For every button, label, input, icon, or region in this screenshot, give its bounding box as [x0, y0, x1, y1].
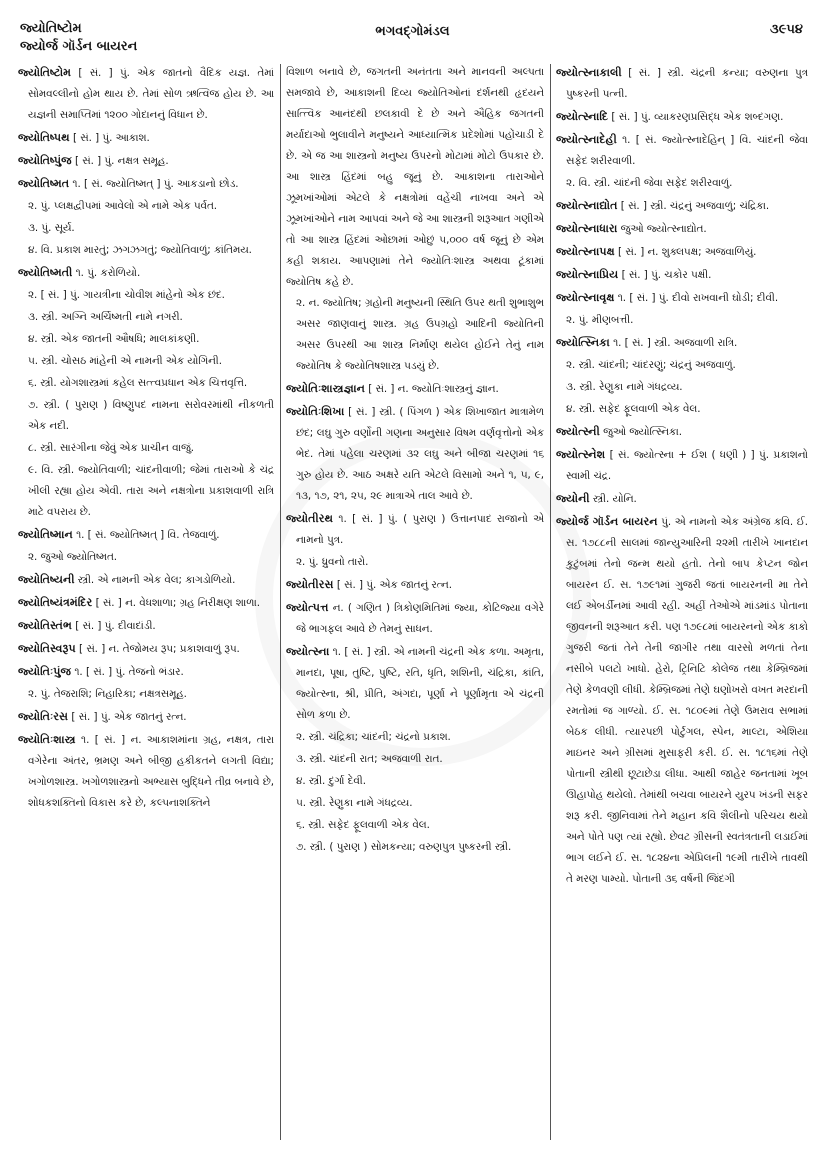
headword: જ્યોતિઃશિખા [286, 405, 345, 418]
headword: જ્યોત્પત્ત [286, 601, 329, 614]
headword: જ્યોત્સ્નાવૃક્ષ [556, 291, 615, 304]
sense-item: ૫. સ્ત્રી. રેણુકા નામે ગંધદ્રવ્ય. [296, 797, 413, 809]
headword: જ્યોત્સ્નાકાલી [556, 66, 622, 79]
sense-item: ૨. વિ. સ્ત્રી. ચાંદની જેવા સફેદ શરીરવાળું. [566, 177, 733, 189]
sense-item: ૨. પું. ધ્રુવનો તારો. [296, 556, 369, 568]
dictionary-entry [556, 332, 808, 354]
headword: જ્યોત્સ્ના [286, 645, 330, 658]
sense-item: ૪. વિ. પ્રકાશ મારતું; ઝગઝગતું; જ્યોતિવાળું; કાંતિમય. [28, 244, 252, 256]
dictionary-entry [18, 150, 274, 172]
dictionary-entry [18, 592, 274, 614]
sense-item: ૫. સ્ત્રી. ચોસઠ માંહેની એ નામની એક યોગિની. [28, 355, 222, 367]
definition: [ સં. ] પું. વ્યાકરણપ્રસિદ્ધ એક શબ્દગણ. [608, 111, 784, 123]
definition: ૧. પું. કરોળિયો. [72, 267, 141, 279]
dictionary-entry [18, 661, 274, 683]
dictionary-entry [556, 511, 808, 890]
headword: જ્યોત્સ્નેશ [556, 448, 606, 461]
dictionary-entry [286, 574, 544, 596]
dictionary-entry [18, 524, 274, 546]
definition: [ સં. ] પું. એક જાતનું રત્ન. [68, 711, 187, 723]
sense-item: ૨. સ્ત્રી. ચંદ્રિકા; ચાંદની; ચંદ્રનો પ્રકાશ. [296, 731, 451, 743]
dictionary-entry [18, 127, 274, 149]
headword: જ્યોત્સ્નાપ્રિય [556, 268, 619, 281]
sense-item: ૬. સ્ત્રી. યોગશાસ્ત્રમાં કહેલ સત્ત્વપ્રધાન એક ચિત્તવૃત્તિ. [28, 377, 248, 389]
sense-item: ૪. સ્ત્રી. એક જાતની ઔષધિ; માલકાંકણી. [28, 333, 200, 345]
headword: જ્યોની [556, 492, 590, 505]
definition: ન. ( ગણિત ) ત્રિકોણમિતિમાં જ્યા, કોટિજ્યા વગેરે જે ભાગફલ આવે છે તેમનું સાધન. [296, 602, 544, 635]
sense-item: ૪. સ્ત્રી. સફેદ ફૂલવાળી એક વેલ. [566, 403, 701, 415]
headword: જ્યોત્સ્નિકા [556, 336, 610, 349]
headword: જ્યોતિષ્મત [18, 177, 70, 190]
definition: [ સં. ] પું. ચકોર પક્ષી. [618, 269, 712, 281]
page-number: ૩૯૫૪ [770, 22, 803, 37]
sense-item: ૨. [ સં. ] પું. ગાયત્રીના ચોવીશ માંહેનો એક છંદ. [28, 289, 225, 301]
sense-item: ૨. પું. તેજરાશિ; નિહારિકા; નક્ષત્રસમૂહ. [28, 688, 187, 700]
definition: ૧. [ સં. જ્યોત્સ્નાદેહિન્ ] વિ. ચાંદની જેવા સફેદ શરીરવાળી. [566, 134, 808, 167]
headword: જ્યોતિઃશાસ્ત્રજ્ઞાન [286, 382, 365, 395]
headword: જ્યોતિષ્પથ [18, 131, 70, 144]
headword: જ્યોતિષ્ટોમ [18, 66, 72, 79]
headword: જ્યોતિષ્યંત્રમંદિર [18, 596, 93, 609]
definition: ૧. [ સં. જ્યોતિષ્મત્ ] વિ. તેજવાળું. [72, 529, 220, 541]
headword: જ્યોતિષ્મતી [18, 266, 73, 279]
headword: જ્યોતિષ્પુંજ [18, 154, 72, 167]
dictionary-entry [556, 106, 808, 128]
headword: જ્યોતીરથ [286, 512, 334, 525]
dictionary-entry [556, 129, 808, 172]
column-right [556, 62, 808, 1142]
sense-item: ૩. સ્ત્રી. ચાંદની રાત; અજવાળી રાત. [296, 753, 443, 765]
dictionary-entry [556, 195, 808, 217]
dictionary-entry [18, 729, 274, 814]
sense-item: ૩. સ્ત્રી. રેણુકા નામે ગંધદ્રવ્ય. [566, 381, 683, 393]
continued-definition: વિશાળ બનાવે છે, જગતની અનંતતા અને માનવની અલ્પતા સમજાવે છે, આકાશની દિવ્ય જ્યોતિઓનાં દર્શનથી હૃદયને સાત્ત્વિક આનંદથી છલકાવી દે છે અને ઐહિક જગતની મર્યાદાઓ ભુલાવીને મનુષ્યને આધ્યાત્મિક પ્રદેશોમાં પહોંચાડી દે છે. એ જ આ શાસ્ત્રનો મનુષ્ય ઉપરનો મોટામાં મોટો ઉપકાર છે. આ શાસ્ત્ર હિંદમાં બહુ જૂનું છે. આકાશના તારાઓને ઝૂમખાંઓમાં એટલે કે નક્ષત્રોમાં વહેંચી નાખવા અને એ ઝૂમખાંઓને નામ આપવાં અને જે આ શાસ્ત્રની શરૂઆત ગણીએ તો આ શાસ્ત્ર હિંદમાં ઓછામાં ઓછું ૫,૦૦૦ વર્ષ જૂનું છે એમ કહી શકાય. આપણામાં તેને જ્યોતિઃશાસ્ત્ર અથવા ટૂંકામાં જ્યોતિષ કહે છે. [286, 66, 544, 288]
headword: જ્યોતિસ્તંભ [18, 619, 72, 632]
headword: જ્યોતિઃશાસ્ત્ર [18, 733, 76, 746]
definition: ૧. [ સં. ] પું. ( પુરાણ ) ઉત્તાનપાદ રાજાનો એ નામનો પુત્ર. [296, 513, 544, 546]
definition: ૧. [ સં. ] સ્ત્રી. એ નામની ચંદ્રની એક કળા. અમૃતા, માનદા, પૂષા, તુષ્ટિ, પુષ્ટિ, રતિ, ધૃતિ, શશિની, ચંદ્રિકા, કાંતિ, જ્યોત્સ્ના, શ્રી, પ્રીતિ, અંગદા, પૂર્ણા ને પૂર્ણામૃતા એ ચંદ્રની સોળ કળા છે. [296, 646, 544, 721]
headword: જ્યોતિઃરસ [18, 710, 69, 723]
definition: [ સં. ] પું. નક્ષત્ર સમૂહ. [71, 155, 169, 167]
headword: જ્યોર્જ ગૉર્ડન બાયરન [556, 515, 658, 528]
headword: જ્યોત્સ્નાદેહી [556, 133, 617, 146]
sense-item: ૬. સ્ત્રી. સફેદ ફૂલવાળી એક વેલ. [296, 819, 430, 831]
sense-item: ૨. જુઓ જ્યોતિષ્મત. [28, 551, 118, 563]
definition: [ સં. જ્યોત્સ્ના + ઈશ ( ધણી ) ] પું. પ્રકાશનો સ્વામી ચંદ્ર. [566, 449, 808, 482]
definition: [ સં. ] સ્ત્રી. ચંદ્રનું અજવાળું; ચંદ્રિકા. [617, 200, 770, 212]
sense-item: ૨. પું. પ્લક્ષદ્વીપમાં આવેલો એ નામે એક પર્વત. [28, 200, 218, 212]
definition: પું. એ નામનો એક અંગ્રેજ કવિ. ઈ. સ. ૧૭૮૮ની સાલમાં જાન્યુઆરિની ૨૨મી તારીખે ખાનદાન કુટુંબમાં તેનો જન્મ થયો હતો. તેનો બાપ કેપ્ટન જોન બાયરન ઈ. સ. ૧૭૯૧માં ગુજરી જતાં બાયરનની મા તેને લઈ એબર્ડીનમાં આવી રહી. અહીં તેઓએ માંડમાંડ પોતાના જીવનની શરૂઆત કરી. પણ ૧૭૯૮માં બાયરનનો એક કાકો ગુજરી જતાં તેને તેની જાગીર તથા વારસો મળતાં તેના નસીબે પલટો ખાધો. હેરો, ટ્રિનિટિ કોલેજ તથા કેમ્બ્રિજમાં તેણે કેળવણી લીધી. કેમ્બ્રિજમાં તેણે ઘણોખરો વખત મરદાની રમતોમાં જ ગાળ્યો. ઈ. સ. ૧૮૦૯માં તેણે ઉમરાવ સભામાં બેઠક લીધી. ત્યારપછી પોર્ટુગલ, સ્પેન, માલ્ટા, એશિયા માઇનર અને ગ્રીસમાં મુસાફરી કરી. ઈ. સ. ૧૮૧૬માં તેણે પોતાની સ્ત્રીથી છૂટાછેડા લીધા. આથી જાહેર જનતામાં ખૂબ ઊહાપોહ થયેલો. તેમાંથી બચવા બાયરને યુરપ ખંડની સફર શરૂ કરી. જીનિવામાં તેને મહાન કવિ શૈલીનો પરિચય થયો અને પોતે પણ ત્યાં રહ્યો. છેવટ ગ્રીસની સ્વતંત્રતાની લડાઈમાં ભાગ લઈને ઈ. સ. ૧૮૨૪ના એપ્રિલની ૧૯મી તારીખે તાવથી તે મરણ પામ્યો. પોતાની ૩૬ વર્ષની જિંદગી [566, 516, 808, 885]
book-title: ભગવદ્ગોમંડલ [375, 24, 450, 39]
definition: સ્ત્રી. યોનિ. [589, 493, 637, 505]
dictionary-entry [286, 508, 544, 551]
guide-word-first: જ્યોતિષ્ટોમ [20, 21, 82, 36]
definition: [ સં. ] સ્ત્રી. ચંદ્રની કન્યા; વરુણના પુત્ર પુષ્કરની પત્ની. [566, 67, 808, 100]
definition: [ સં. ] પું. એક જાતનો વૈદિક યજ્ઞ. તેમાં સોમવલ્લીનો હોમ થાય છે. તેમાં સોળ ઋત્વિજ હોય છે. આ યજ્ઞની સમાપ્તિમાં ૧૨૦૦ ગોદાનનું વિધાન છે. [28, 67, 274, 121]
definition: [ સં. ] પું. એક જાતનું રત્ન. [333, 579, 452, 591]
headword: જ્યોતીરસ [286, 578, 334, 591]
sense-item: ૯. વિ. સ્ત્રી. જ્યોતિવાળી; ચાંદનીવાળી; જેમાં તારાઓ કે ચંદ્ર ખીલી રહ્યા હોય એવી. તારા અને નક્ષત્રોના પ્રકાશવાળી રાત્રિ માટે વપરાય છે. [28, 464, 274, 518]
dictionary-entry [286, 597, 544, 640]
definition: જુઓ જ્યોત્સ્નાદ્યોત. [617, 223, 707, 235]
column-left [18, 62, 274, 1142]
sense-item: ૩. પું. સૂર્ય. [28, 222, 75, 234]
definition: [ સં. ] ન. તેજોમય રૂપ; પ્રકાશવાળું રૂપ. [75, 643, 240, 655]
sense-item: ૭. સ્ત્રી. ( પુરાણ ) વિષ્ણુપદ નામના સરોવરમાંથી નીકળતી એક નદી. [28, 399, 274, 432]
headword: જ્યોત્સ્નાદિ [556, 110, 609, 123]
dictionary-entry [18, 706, 274, 728]
dictionary-entry [286, 641, 544, 726]
dictionary-entry [286, 378, 544, 400]
dictionary-entry [556, 488, 808, 510]
headword: જ્યોત્સ્નાધારા [556, 222, 618, 235]
sense-item: ૮. સ્ત્રી. સારંગીના જેવું એક પ્રાચીન વાજું. [28, 442, 195, 454]
dictionary-entry [556, 264, 808, 286]
definition: ૧. [ સં. ] ન. આકાશમાંના ગ્રહ, નક્ષત્ર, તારા વગેરેના અંતર, ભ્રમણ અને બીજી હકીકતને લગતી વિદ્યા; ખગોળશાસ્ત્ર. ખગોળશાસ્ત્રનો અભ્યાસ બુદ્ધિને તીવ્ર બનાવે છે, શોધકશક્તિનો વિકાસ કરે છે, કલ્પનાશક્તિને [28, 734, 274, 809]
dictionary-entry [286, 401, 544, 507]
headword: જ્યોતિષ્યની [18, 573, 75, 586]
sense-item: ૨. પું. મીણબત્તી. [566, 314, 634, 326]
dictionary-entry [18, 615, 274, 637]
definition: [ સં. ] પું. દીવાદાંડી. [71, 620, 156, 632]
dictionary-entry [556, 241, 808, 263]
definition: ૧. [ સં. ] પું. દીવો રાખવાની ઘોડી; દીવી. [614, 292, 779, 304]
page-header [0, 0, 825, 62]
definition: [ સં. ] પું. આકાશ. [69, 132, 150, 144]
dictionary-entry [556, 287, 808, 309]
headword: જ્યોત્સ્નાપક્ષ [556, 245, 615, 258]
definition: [ સં. ] ન. જ્યોતિઃશાસ્ત્રનું જ્ઞાન. [364, 383, 499, 395]
dictionary-entry [556, 218, 808, 240]
sense-item: ૨. ન. જ્યોતિષ; ગ્રહોની મનુષ્યની સ્થિતિ ઉપર થતી શુભાશુભ અસર જાણવાનું શાસ્ત્ર. ગ્રહ ઉપગ્રહો આદિની જ્યોતિની અસર ઉપરથી આ શાસ્ત્ર નિર્માણ થયેલ હોઈને તેનું નામ જ્યોતિષ કે જ્યોતિષશાસ્ત્ર પડયું છે. [296, 297, 544, 372]
dictionary-entry [18, 638, 274, 660]
dictionary-entry [18, 262, 274, 284]
sense-item: ૭. સ્ત્રી. ( પુરાણ ) સોમકન્યા; વરુણપુત્ર પુષ્કરની સ્ત્રી. [296, 841, 512, 853]
definition: ૧. [ સં. ] સ્ત્રી. અજવાળી રાત્રિ. [609, 337, 738, 349]
sense-item: ૩. સ્ત્રી. અગ્નિ અર્ચિષ્મતી નામે નગરી. [28, 311, 183, 323]
definition: ૧. [ સં. જ્યોતિષ્મત્ ] પું. આકડાનો છોડ. [69, 178, 239, 190]
dictionary-entry [18, 569, 274, 591]
sense-item: ૨. સ્ત્રી. ચાંદની; ચાંદરણું; ચંદ્રનું અજવાળું. [566, 359, 736, 371]
dictionary-entry [556, 62, 808, 105]
column-divider [550, 64, 551, 1140]
definition: ૧. [ સં. ] પું. તેજનો ભંડાર. [71, 666, 184, 678]
headword: જ્યોતિસ્વરૂપ [18, 642, 76, 655]
dictionary-entry [18, 62, 274, 126]
definition: જુઓ જ્યોત્સ્નિકા. [599, 426, 682, 438]
headword: જ્યોત્સ્નાદ્યોત [556, 199, 618, 212]
definition: સ્ત્રી. એ નામની એક વેલ; કાગડોળિયો. [74, 574, 236, 586]
headword: જ્યોત્સ્ની [556, 425, 600, 438]
definition: [ સં. ] ન. વેધશાળા; ગ્રહ નિરીક્ષણ શાળા. [92, 597, 261, 609]
dictionary-entry [18, 173, 274, 195]
guide-word-last: જ્યોર્જ ગૉર્ડન બાયરન [20, 39, 138, 54]
column-divider [280, 64, 281, 1140]
dictionary-entry [556, 421, 808, 443]
headword: જ્યોતિષ્માન [18, 528, 73, 541]
definition: [ સં. ] ન. શુક્લપક્ષ; અજવાળિયું. [614, 246, 757, 258]
definition: [ સં. ] સ્ત્રી. ( પિંગળ ) એક શિખાજાત માત્રામેળ છંદ; લઘુ ગુરુ વર્ણોની ગણના અનુસાર વિષમ વર્ણવૃત્તોનો એક ભેદ. તેમાં પહેલા ચરણમાં ૩૨ લઘુ અને બીજા ચરણમાં ૧૬ ગુરુ હોય છે. આઠ અક્ષરે યતિ એટલે વિસામો અને ૧, ૫, ૯, ૧૩, ૧૭, ૨૧, ૨૫, ૨૯ માત્રાએ તાલ આવે છે. [296, 406, 544, 502]
column-middle [286, 62, 544, 1142]
sense-item: ૪. સ્ત્રી. દુર્ગા દેવી. [296, 775, 367, 787]
dictionary-entry [556, 444, 808, 487]
headword: જ્યોતિઃપુંજ [18, 665, 72, 678]
